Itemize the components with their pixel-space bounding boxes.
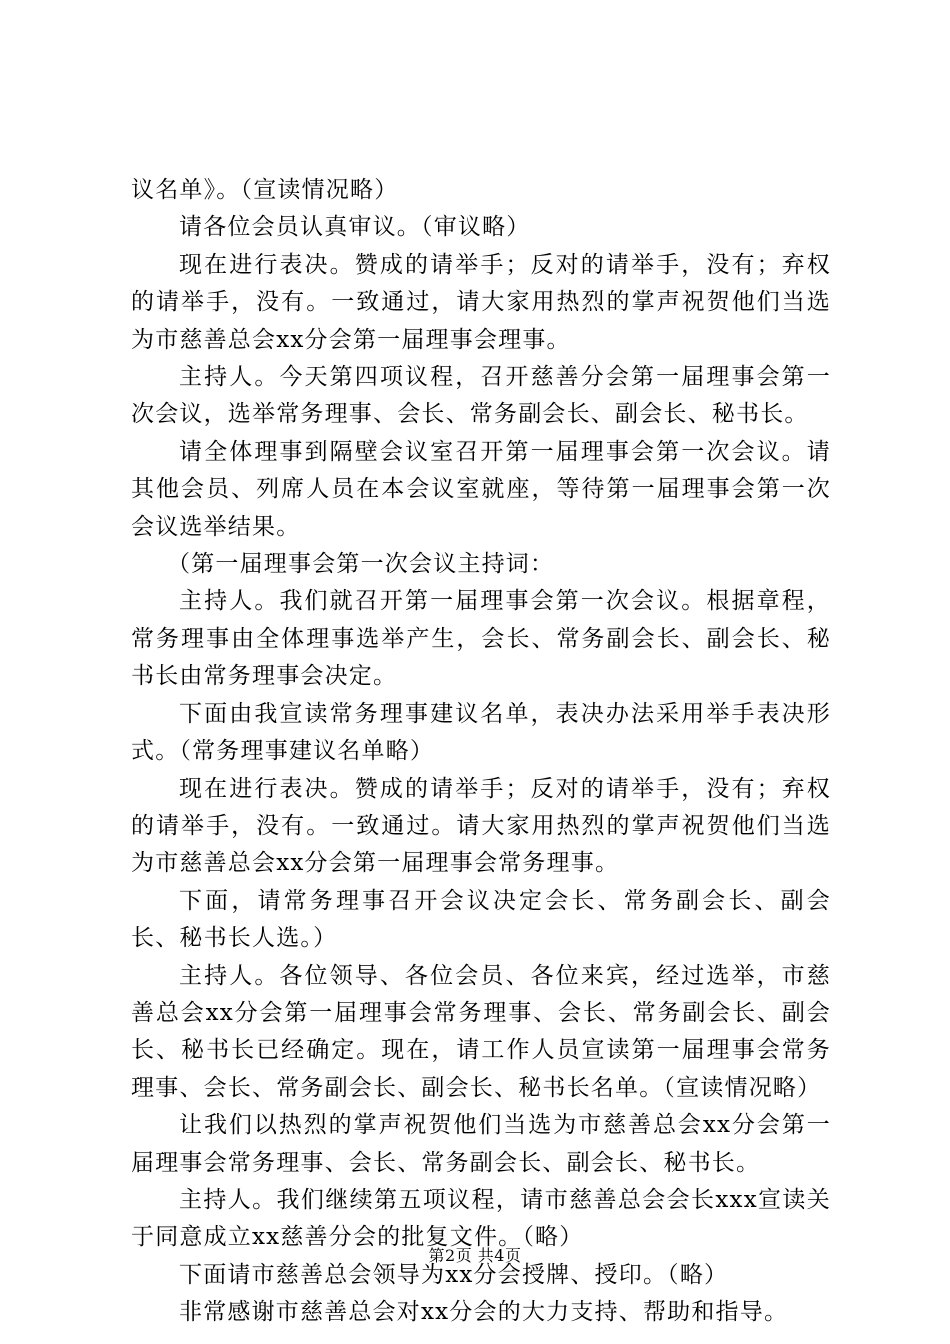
paragraph-14: 下面请市慈善总会领导为xx分会授牌、授印。（略） [179,1261,729,1288]
paragraph-15: 非常感谢市慈善总会对xx分会的大力支持、帮助和指导。 [179,1299,789,1326]
paragraph-6: （第一届理事会第一次会议主持词： [167,551,555,578]
paragraph-3: 现在进行表决。赞成的请举手；反对的请举手，没有；弃权的请举手，没有。一致通过，请大家用热烈的掌声祝贺他们当选为市慈善总会xx分会第一届理事会理事。 [131,251,831,353]
paragraph-7: 主持人。我们就召开第一届理事会第一次会议。根据章程，常务理事由全体理事选举产生，会长、常务副会长、副会长、秘书长由常务理事会决定。 [131,588,831,690]
paragraph-5: 请全体理事到隔壁会议室召开第一届理事会第一次会议。请其他会员、列席人员在本会议室就座，等待第一届理事会第一次会议选举结果。 [131,438,831,540]
paragraph-4: 主持人。今天第四项议程，召开慈善分会第一届理事会第一次会议，选举常务理事、会长、常务副会长、副会长、秘书长。 [131,364,831,428]
paragraph-1: 议名单》。（宣读情况略） [131,177,399,203]
paragraph-8: 下面由我宣读常务理事建议名单，表决办法采用举手表决形式。（常务理事建议名单略） [131,700,831,765]
paragraph-11: 主持人。各位领导、各位会员、各位来宾，经过选举，市慈善总会xx分会第一届理事会常务理事、会长、常务副会长、副会长、秘书长已经确定。现在，请工作人员宣读第一届理事会常务理事、会长、常务副会长、副会长、秘书长名单。（宣读情况略） [131,962,831,1101]
paragraph-12: 让我们以热烈的掌声祝贺他们当选为市慈善总会xx分会第一届理事会常务理事、会长、常务副会长、副会长、秘书长。 [131,1112,831,1176]
page-number-footer: 第2页 共4页 [428,1246,522,1265]
paragraph-13: 主持人。我们继续第五项议程，请市慈善总会会长xxx宣读关于同意成立xx慈善分会的批复文件。（略） [131,1186,831,1251]
document-body [131,172,831,1332]
paragraph-2: 请各位会员认真审议。（审议略） [179,214,531,241]
paragraph-9: 现在进行表决。赞成的请举手；反对的请举手，没有；弃权的请举手，没有。一致通过。请大家用热烈的掌声祝贺他们当选为市慈善总会xx分会第一届理事会常务理事。 [131,775,831,877]
paragraph-10: 下面，请常务理事召开会议决定会长、常务副会长、副会长、秘书长人选。） [131,887,831,952]
